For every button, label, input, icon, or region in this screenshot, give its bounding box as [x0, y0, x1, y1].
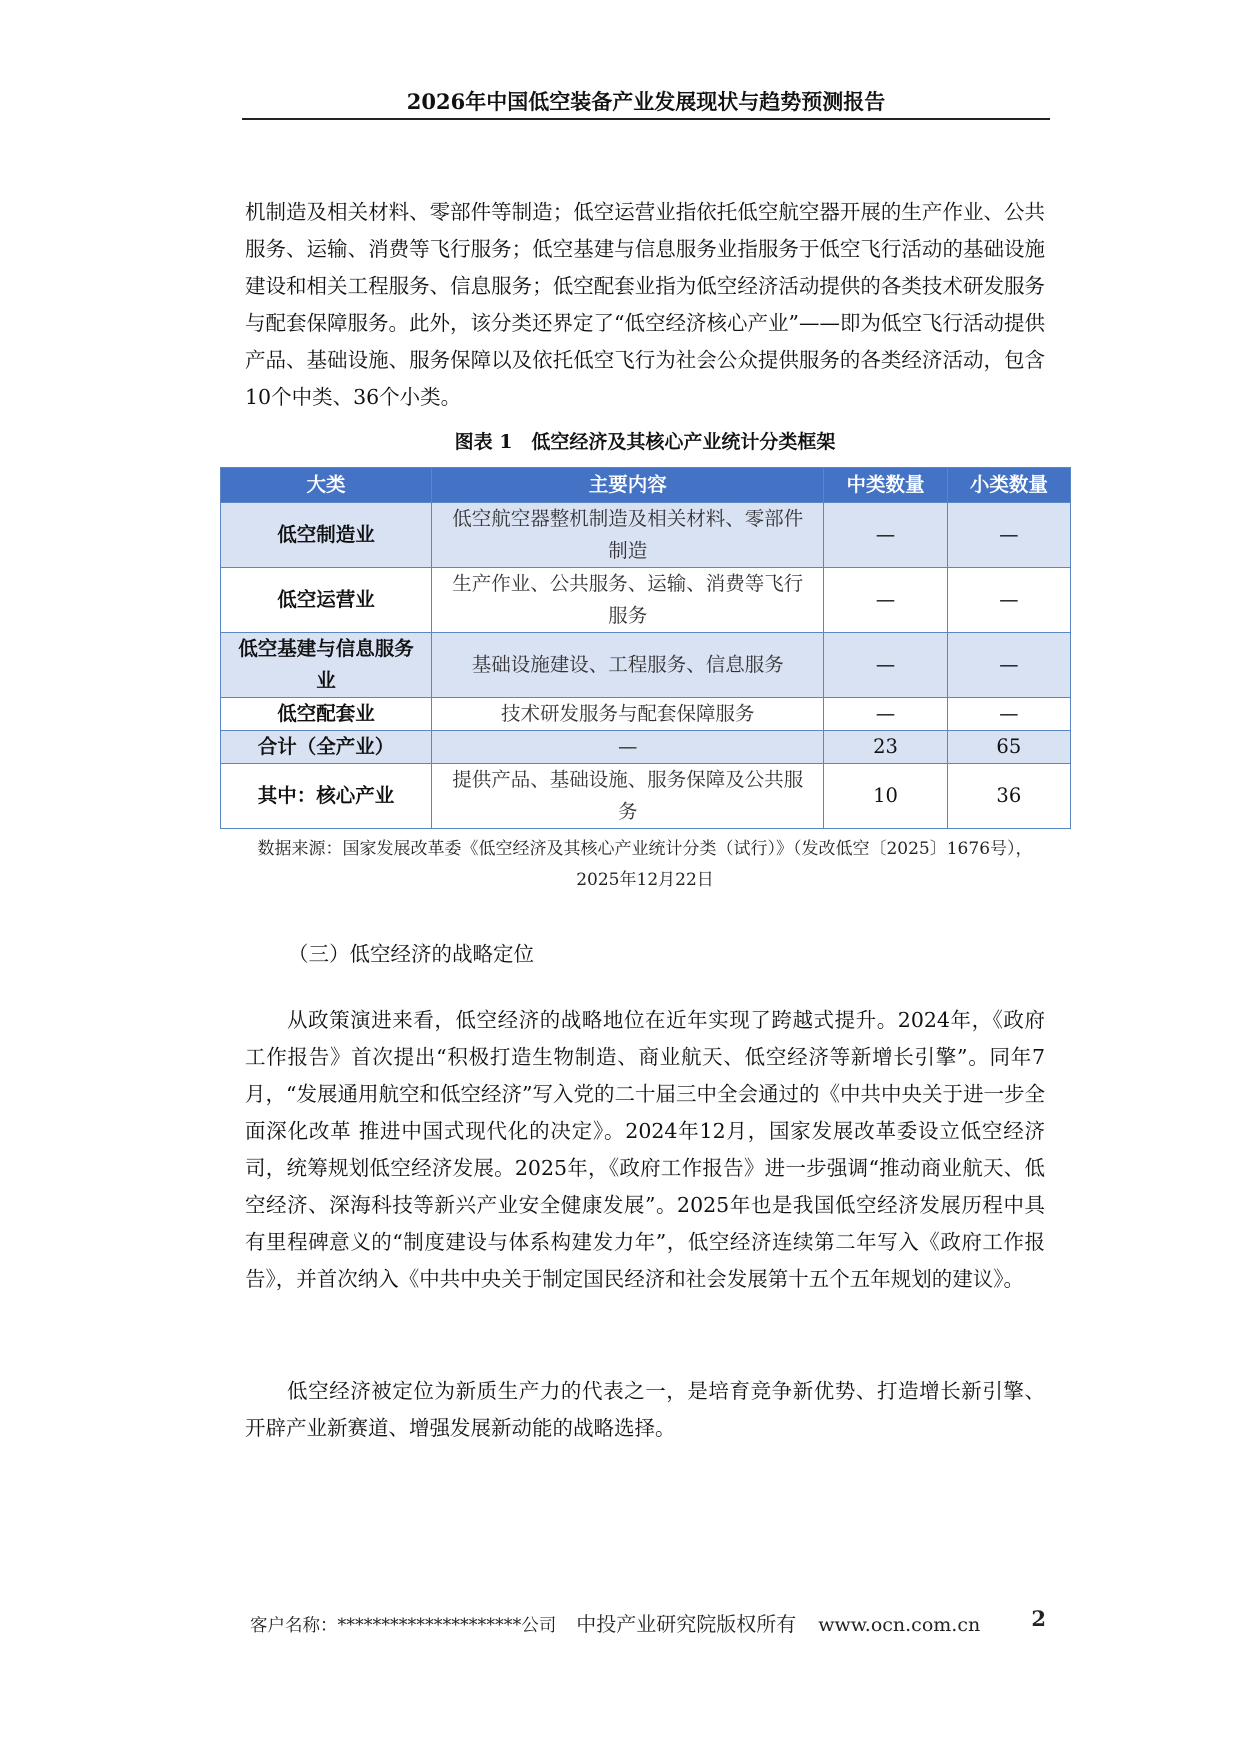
positioning-paragraph: 低空经济被定位为新质生产力的代表之一，是培育竞争新优势、打造增长新引擎、开辟产业新赛道、增强发展新动能的战略选择。: [245, 1379, 1045, 1440]
row-category: 合计（全产业）: [221, 731, 432, 764]
row-mid-count: —: [824, 503, 947, 568]
row-category: 低空制造业: [221, 503, 432, 568]
row-small-count: —: [947, 633, 1070, 698]
row-small-count: —: [947, 503, 1070, 568]
table-row: [221, 698, 1071, 731]
table-caption: 图表 1 低空经济及其核心产业统计分类框架: [454, 431, 836, 453]
table-row: [221, 568, 1071, 633]
footer-website-link[interactable]: www.ocn.com.cn: [818, 1614, 981, 1636]
row-category: 低空配套业: [221, 698, 432, 731]
row-content: —: [432, 731, 824, 764]
table-row-total: [221, 731, 1071, 764]
table-row-core: [221, 764, 1071, 829]
row-mid-count: 10: [824, 764, 947, 829]
page-number: 2: [1031, 1606, 1046, 1631]
header-small-count: 小类数量: [947, 468, 1070, 503]
row-content: 生产作业、公共服务、运输、消费等飞行服务: [432, 568, 824, 633]
row-mid-count: 23: [824, 731, 947, 764]
row-mid-count: —: [824, 698, 947, 731]
row-small-count: —: [947, 568, 1070, 633]
table-row: [221, 633, 1071, 698]
table-header-row: [221, 468, 1071, 503]
row-content: 低空航空器整机制造及相关材料、零部件制造: [432, 503, 824, 568]
row-category: 其中：核心产业: [221, 764, 432, 829]
row-category: 低空基建与信息服务业: [221, 633, 432, 698]
section-heading: （三）低空经济的战略定位: [288, 942, 534, 966]
row-small-count: 36: [947, 764, 1070, 829]
row-content: 技术研发服务与配套保障服务: [432, 698, 824, 731]
report-header-title: 2026年中国低空装备产业发展现状与趋势预测报告: [406, 89, 886, 114]
table-row: [221, 503, 1071, 568]
table-source-note: 数据来源：国家发展改革委《低空经济及其核心产业统计分类（试行）》（发改低空〔2025〕1676号），2025年12月22日: [257, 839, 1033, 890]
row-mid-count: —: [824, 568, 947, 633]
row-category: 低空运营业: [221, 568, 432, 633]
classification-table: [220, 467, 1071, 829]
row-small-count: 65: [947, 731, 1070, 764]
row-small-count: —: [947, 698, 1070, 731]
header-content: 主要内容: [432, 468, 824, 503]
header-mid-count: 中类数量: [824, 468, 947, 503]
row-mid-count: —: [824, 633, 947, 698]
intro-paragraph: 机制造及相关材料、零部件等制造；低空运营业指依托低空航空器开展的生产作业、公共服务、运输、消费等飞行服务；低空基建与信息服务业指服务于低空飞行活动的基础设施建设和相关工程服务、信息服务；低空配套业指为低空经济活动提供的各类技术研发服务与配套保障服务。此外，该分类还界定了“低空经济核心产业”——即为低空飞行活动提供产品、基础设施、服务保障以及依托低空飞行为社会公众提供服务的各类经济活动，包含10个中类、36个小类。: [245, 200, 1045, 409]
page-footer: [250, 1608, 1050, 1637]
row-content: 提供产品、基础设施、服务保障及公共服务: [432, 764, 824, 829]
footer-client: 客户名称：*********************公司: [250, 1616, 557, 1636]
header-divider: [242, 118, 1050, 120]
policy-paragraph: 从政策演进来看，低空经济的战略地位在近年实现了跨越式提升。2024年，《政府工作报告》首次提出“积极打造生物制造、商业航天、低空经济等新增长引擎”。同年7月，“发展通用航空和低空经济”写入党的二十届三中全会通过的《中共中央关于进一步全面深化改革 推进中国式现代化的决定》。2024年12月，国家发展改革委设立低空经济司，统筹规划低空经济发展。2025年，《政府工作报告》进一步强调“推动商业航天、低空经济、深海科技等新兴产业安全健康发展”。2025年也是我国低空经济发展历程中具有里程碑意义的“制度建设与体系构建发力年”，低空经济连续第二年写入《政府工作报告》，并首次纳入《中共中央关于制定国民经济和社会发展第十五个五年规划的建议》。: [245, 1008, 1045, 1291]
header-category: 大类: [221, 468, 432, 503]
footer-copyright: 中投产业研究院版权所有: [576, 1612, 797, 1636]
row-content: 基础设施建设、工程服务、信息服务: [432, 633, 824, 698]
